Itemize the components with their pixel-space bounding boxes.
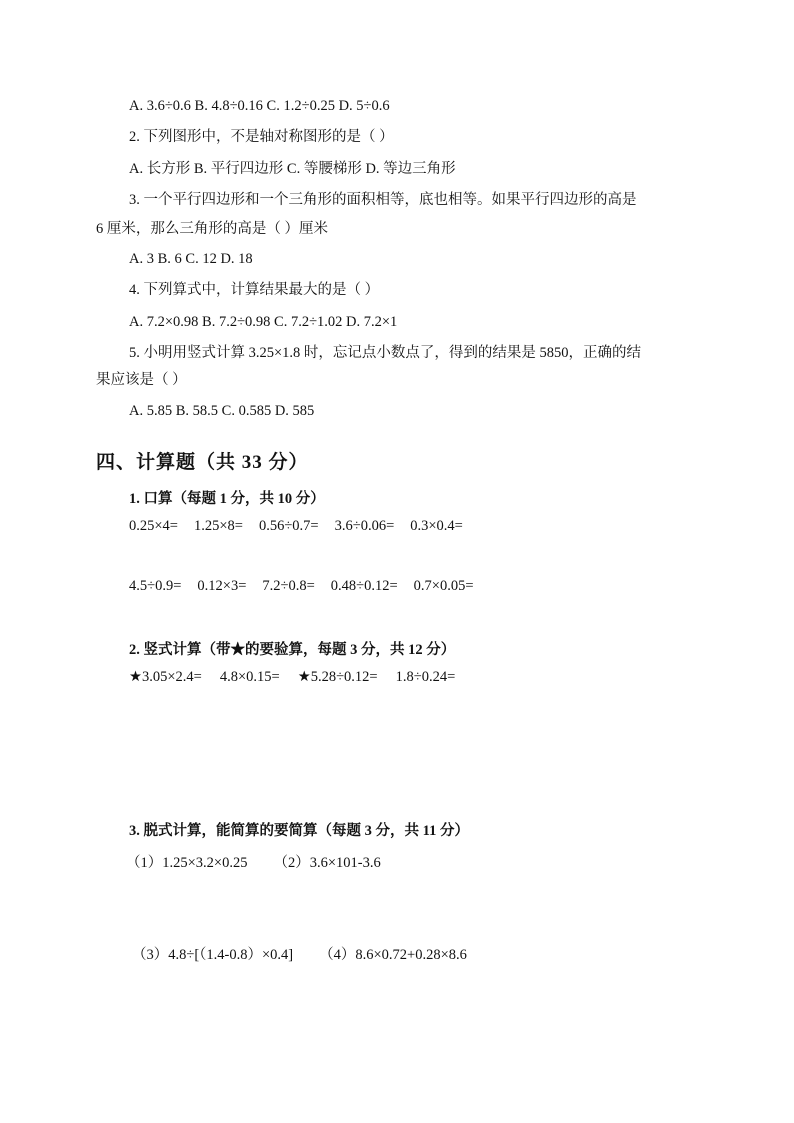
vertical-calc-item: 1.8÷0.24=: [395, 669, 456, 685]
q3-stem-line1: 3. 一个平行四边形和一个三角形的面积相等，底也相等。如果平行四边形的高是: [129, 192, 637, 208]
oral-calc-row-2: [129, 578, 474, 595]
part3-title: 3. 脱式计算，能简算的要简算（每题 3 分，共 11 分）: [129, 823, 469, 839]
vertical-calc-item: 4.8×0.15=: [219, 669, 280, 685]
stepwise-calc-row-1: [126, 851, 381, 872]
stepwise-calc-item: （4）8.6×0.72+0.28×8.6: [319, 947, 467, 963]
q5-options: A. 5.85 B. 58.5 C. 0.585 D. 585: [129, 403, 315, 419]
q3-stem-line2: 6 厘米，那么三角形的高是（ ）厘米: [96, 221, 328, 237]
q4-stem: 4. 下列算式中，计算结果最大的是（ ）: [129, 282, 380, 298]
q1-options: A. 3.6÷0.6 B. 4.8÷0.16 C. 1.2÷0.25 D. 5÷0.6: [129, 98, 390, 114]
oral-calc-item: 4.5÷0.9=: [129, 578, 182, 594]
vertical-calc-item: ★3.05×2.4=: [129, 669, 202, 685]
oral-calc-item: 0.12×3=: [197, 578, 247, 594]
oral-calc-item: 0.3×0.4=: [410, 518, 463, 534]
part1-title: 1. 口算（每题 1 分，共 10 分）: [129, 491, 325, 507]
q2-stem: 2. 下列图形中，不是轴对称图形的是（ ）: [129, 129, 394, 145]
stepwise-calc-item: （3）4.8÷[（1.4-0.8）×0.4]: [132, 947, 294, 963]
oral-calc-item: 0.48÷0.12=: [330, 578, 398, 594]
section4-title: 四、计算题（共 33 分）: [96, 452, 309, 473]
vertical-calc-item: ★5.28÷0.12=: [297, 669, 378, 685]
part2-title: 2. 竖式计算（带★的要验算，每题 3 分，共 12 分）: [129, 642, 456, 658]
q4-options: A. 7.2×0.98 B. 7.2÷0.98 C. 7.2÷1.02 D. 7.2×1: [129, 314, 398, 330]
oral-calc-row-1: [129, 518, 463, 535]
oral-calc-item: 0.56÷0.7=: [258, 518, 319, 534]
q3-options: A. 3 B. 6 C. 12 D. 18: [129, 251, 253, 267]
stepwise-calc-row-2: [132, 943, 467, 964]
oral-calc-item: 3.6÷0.06=: [334, 518, 395, 534]
oral-calc-item: 0.25×4=: [129, 518, 178, 534]
oral-calc-item: 1.25×8=: [193, 518, 243, 534]
q2-options: A. 长方形 B. 平行四边形 C. 等腰梯形 D. 等边三角形: [129, 161, 456, 177]
q5-stem-line1: 5. 小明用竖式计算 3.25×1.8 时，忘记点小数点了，得到的结果是 5850，正确的结: [129, 345, 642, 361]
q5-stem-line2: 果应该是（ ）: [96, 372, 187, 388]
oral-calc-item: 7.2÷0.8=: [262, 578, 315, 594]
vertical-calc-row: [129, 669, 455, 686]
stepwise-calc-item: （1）1.25×3.2×0.25: [126, 855, 248, 871]
stepwise-calc-item: （2）3.6×101-3.6: [273, 855, 381, 871]
oral-calc-item: 0.7×0.05=: [413, 578, 474, 594]
